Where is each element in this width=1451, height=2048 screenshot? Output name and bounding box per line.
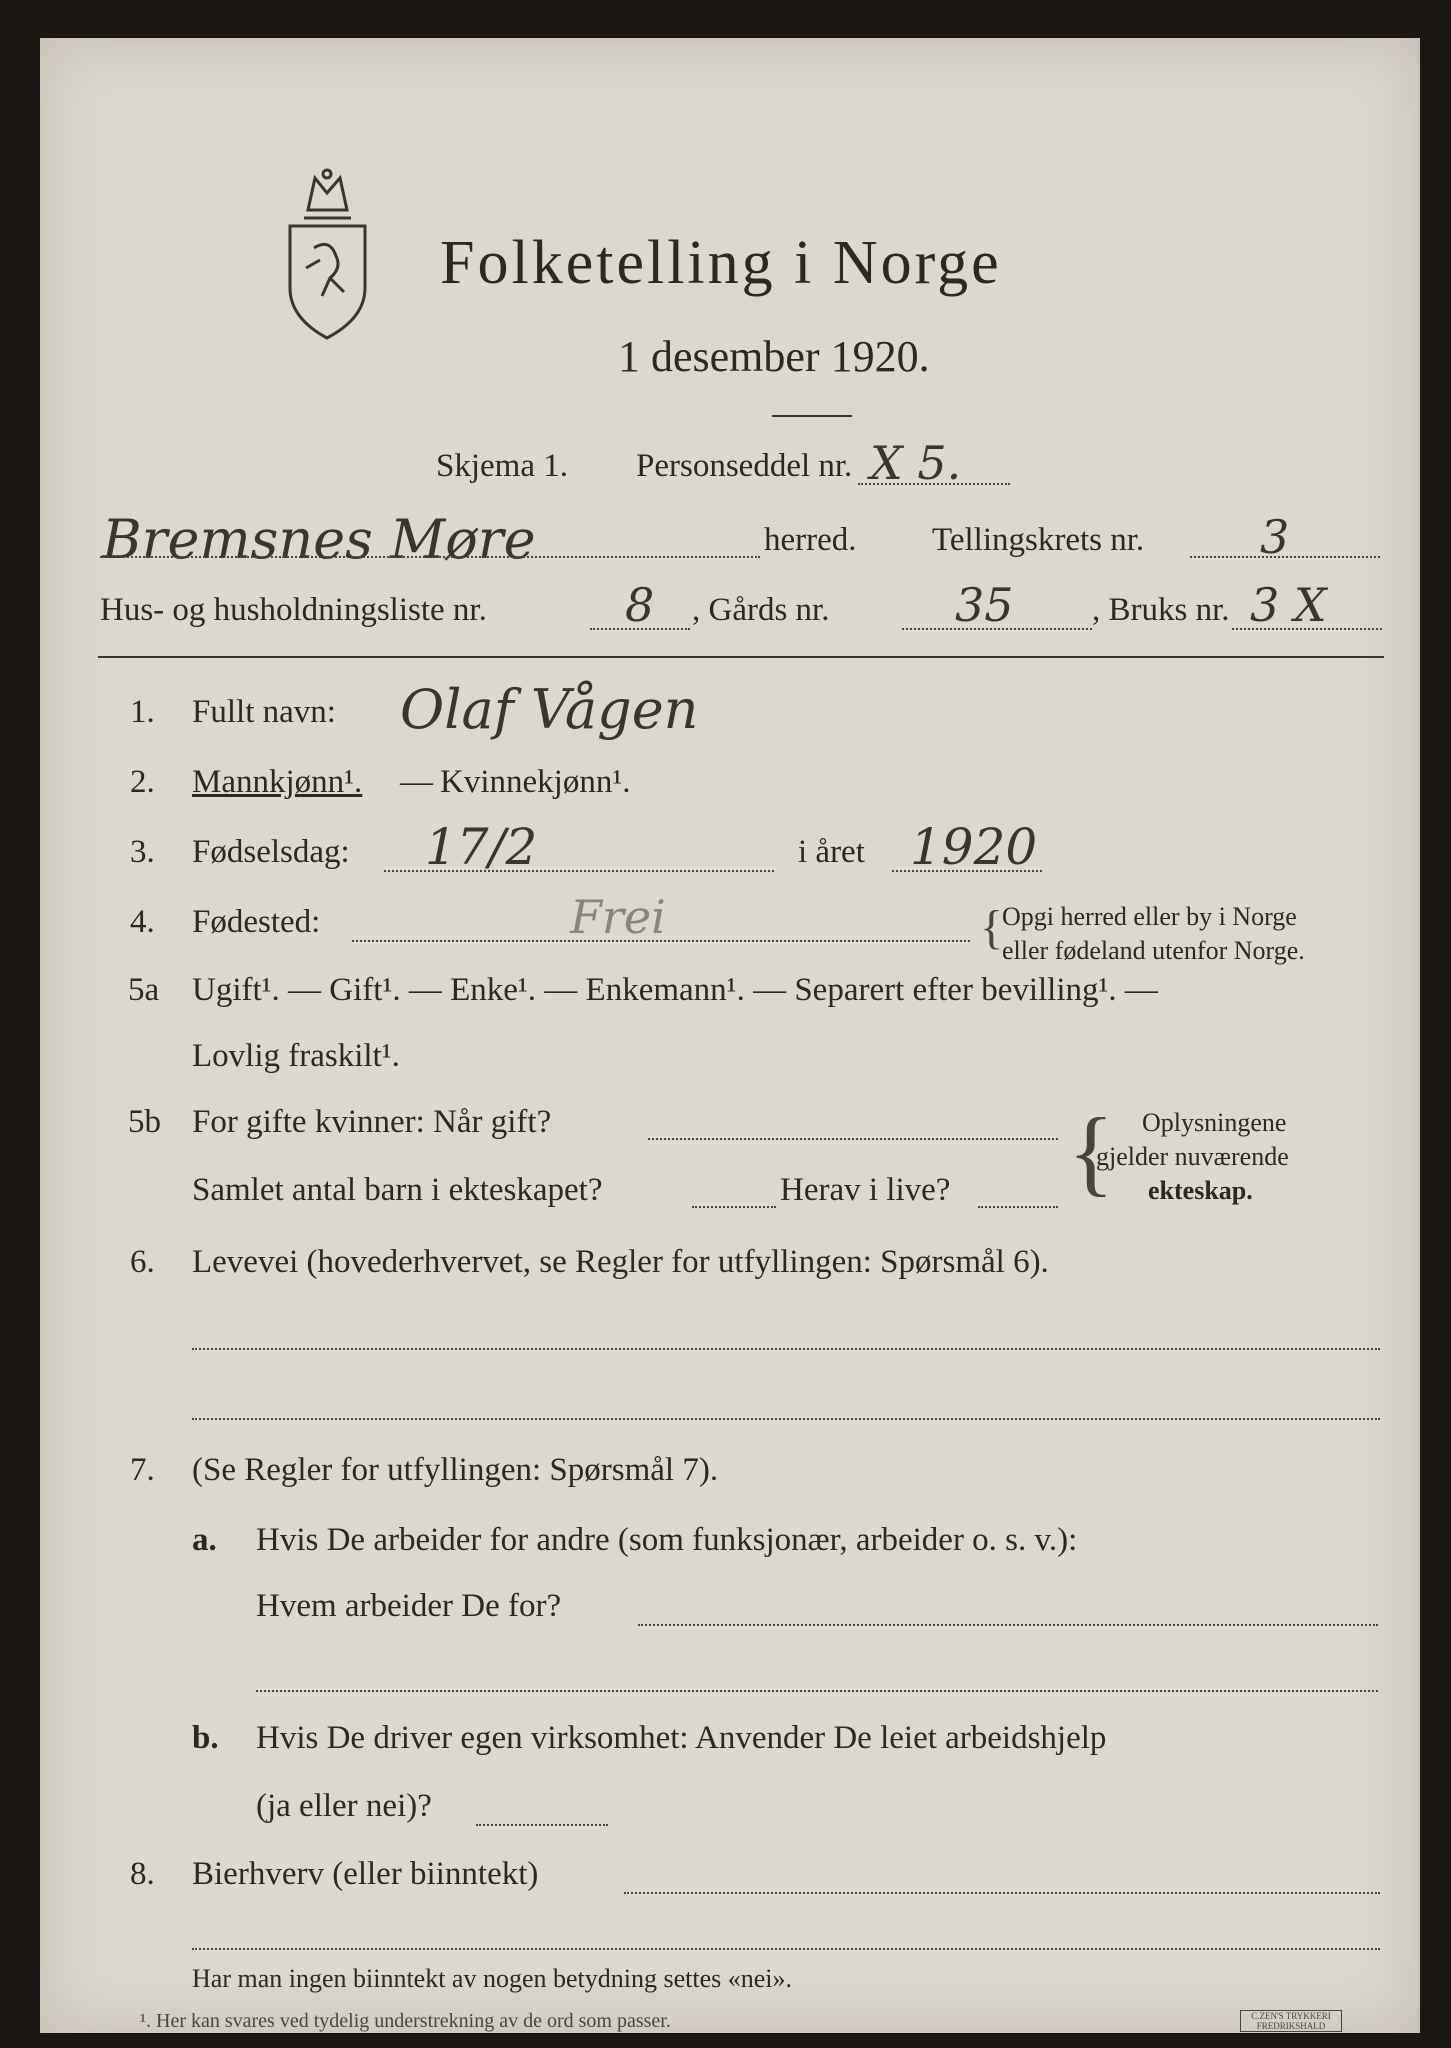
employer-field-line-2[interactable] xyxy=(256,1690,1378,1692)
q8-label: Bierhverv (eller biinntekt) xyxy=(192,1856,539,1892)
married-when-field-line xyxy=(648,1138,1058,1140)
q7a-letter: a. xyxy=(192,1522,217,1558)
personseddel-value[interactable]: X 5. xyxy=(870,436,962,490)
q1-label: Fullt navn: xyxy=(192,694,336,730)
q7b-letter: b. xyxy=(192,1720,219,1756)
marital-status-divorced-option[interactable]: Lovlig fraskilt¹. xyxy=(192,1038,400,1074)
bruks-value[interactable]: 3 X xyxy=(1250,578,1327,632)
employer-field-line-1[interactable] xyxy=(638,1624,1378,1626)
q4-number: 4. xyxy=(130,904,155,940)
sex-option-female[interactable]: Kvinnekjønn¹. xyxy=(440,764,631,800)
birthday-value[interactable]: 17/2 xyxy=(425,818,538,876)
form-title: Folketelling i Norge xyxy=(440,229,1002,297)
husliste-value[interactable]: 8 xyxy=(625,578,655,632)
q3-label: Fødselsdag: xyxy=(192,834,350,870)
children-field-line xyxy=(692,1206,776,1208)
gards-value[interactable]: 35 xyxy=(955,578,1014,632)
bruks-label: , Bruks nr. xyxy=(1092,592,1230,628)
q7b-line1: Hvis De driver egen virksomhet: Anvender De leiet arbeidshjelp xyxy=(256,1720,1107,1756)
q4-note-line2: eller fødeland utenfor Norge. xyxy=(1002,936,1305,965)
personseddel-label: Personseddel nr. xyxy=(636,448,853,484)
q7-label: (Se Regler for utfyllingen: Spørsmål 7). xyxy=(192,1452,719,1488)
norway-coat-of-arms-icon xyxy=(270,168,385,343)
footnote: ¹. Her kan svares ved tydelig understrekning av de ord som passer. xyxy=(140,2010,671,2032)
tellingskrets-value[interactable]: 3 xyxy=(1260,510,1290,564)
husliste-label: Hus- og husholdningsliste nr. xyxy=(100,592,487,628)
q6-number: 6. xyxy=(130,1244,155,1280)
q4-note-line1: Opgi herred eller by i Norge xyxy=(1002,902,1297,931)
q5b-number: 5b xyxy=(128,1104,161,1140)
tellingskrets-label: Tellingskrets nr. xyxy=(932,522,1145,558)
alive-field-line xyxy=(978,1206,1058,1208)
q5b-alive-label: Herav i live? xyxy=(780,1172,951,1208)
section-divider xyxy=(98,656,1384,658)
schema-label: Skjema 1. xyxy=(436,448,568,484)
q7a-employer-label: Hvem arbeider De for? xyxy=(256,1588,562,1624)
q4-note-bracket: { xyxy=(980,901,1004,954)
full-name-value[interactable]: Olaf Vågen xyxy=(400,678,699,741)
q3-year-label: i året xyxy=(798,834,865,870)
q1-number: 1. xyxy=(130,694,155,730)
q7a-line1: Hvis De arbeider for andre (som funksjonær, arbeider o. s. v.): xyxy=(256,1522,1078,1558)
gards-label: , Gårds nr. xyxy=(692,592,830,628)
occupation-field-line-2[interactable] xyxy=(192,1418,1380,1420)
printer-stamp: C.ZEN'S TRYKKERI FREDRIKSHALD xyxy=(1240,2010,1342,2032)
q5b-note-line3: ekteskap. xyxy=(1148,1176,1253,1205)
herred-value[interactable]: Bremsnes Møre xyxy=(102,508,536,571)
q5b-married-when-label: For gifte kvinner: Når gift? xyxy=(192,1104,552,1140)
q8-number: 8. xyxy=(130,1856,155,1892)
q5b-note-line2: gjelder nuværende xyxy=(1096,1142,1289,1171)
q5b-note-line1: Oplysningene xyxy=(1142,1108,1287,1137)
birthplace-value[interactable]: Frei xyxy=(570,890,666,944)
title-divider xyxy=(772,415,852,417)
census-form xyxy=(40,38,1420,2033)
q6-label: Levevei (hovederhvervet, se Regler for utfyllingen: Spørsmål 6). xyxy=(192,1244,1049,1280)
sex-separator: — xyxy=(400,764,433,800)
herred-field-line xyxy=(100,556,760,558)
form-subtitle: 1 desember 1920. xyxy=(618,332,930,381)
q4-label: Fødested: xyxy=(192,904,321,940)
sex-option-male[interactable]: Mannkjønn¹. xyxy=(192,764,363,800)
q5b-note-bracket: { xyxy=(1068,1098,1115,1205)
occupation-field-line-1[interactable] xyxy=(192,1348,1380,1350)
q3-number: 3. xyxy=(130,834,155,870)
q2-number: 2. xyxy=(130,764,155,800)
side-income-field-line-1[interactable] xyxy=(624,1892,1380,1894)
q7-number: 7. xyxy=(130,1452,155,1488)
q8-note: Har man ingen biinntekt av nogen betydning settes «nei». xyxy=(192,1964,793,1993)
birth-year-value[interactable]: 1920 xyxy=(910,818,1038,876)
hired-help-field-line[interactable] xyxy=(476,1824,608,1826)
marital-status-options[interactable]: Ugift¹. — Gift¹. — Enke¹. — Enkemann¹. — Separert efter bevilling¹. — xyxy=(192,972,1158,1008)
side-income-field-line-2[interactable] xyxy=(192,1948,1380,1950)
herred-label: herred. xyxy=(764,522,857,558)
q5a-number: 5a xyxy=(128,972,160,1008)
q7b-hired-help-label: (ja eller nei)? xyxy=(256,1788,432,1824)
q5b-children-label: Samlet antal barn i ekteskapet? xyxy=(192,1172,603,1208)
